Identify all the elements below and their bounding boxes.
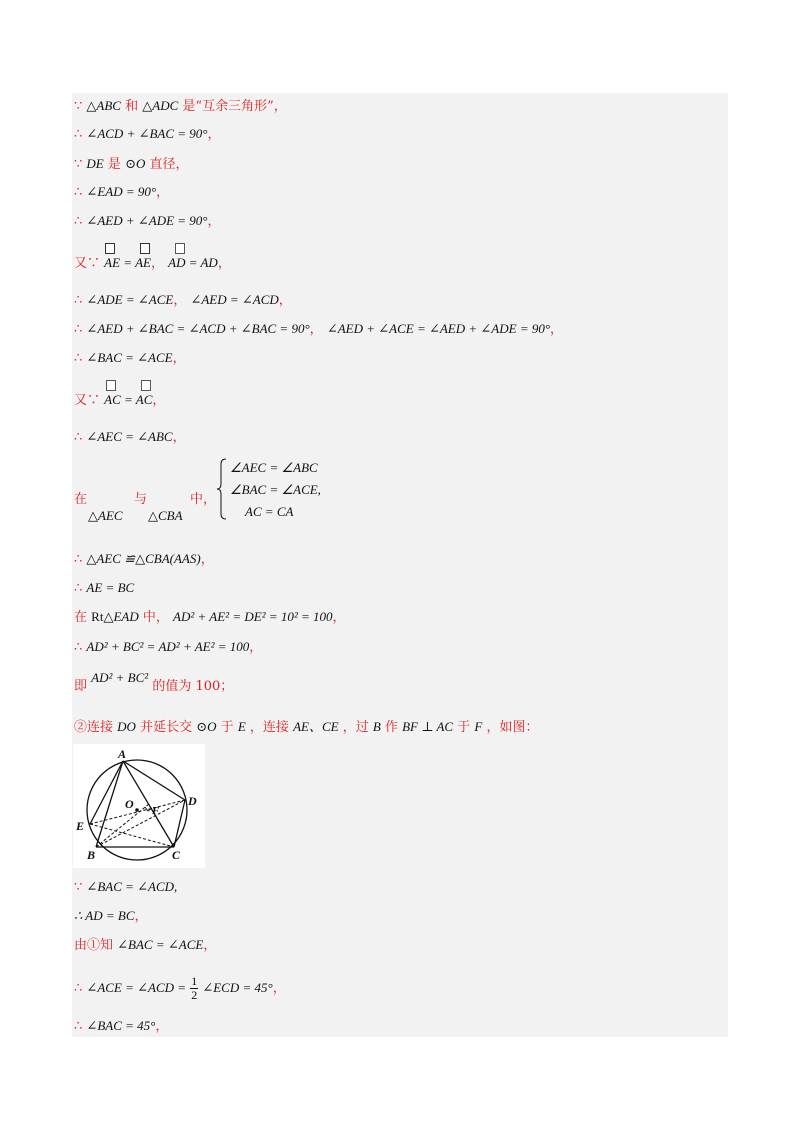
label-d: D <box>188 794 197 808</box>
comma: ， <box>278 293 292 308</box>
circle-o: ⊙O <box>125 156 146 171</box>
comma: ， <box>156 185 170 200</box>
text-at: 于 <box>220 720 234 735</box>
label-c: C <box>172 848 181 862</box>
fraction-numerator: 1 <box>191 974 198 988</box>
equation: ∠BAC = ∠ACE <box>86 350 173 365</box>
comma: ， <box>172 351 186 366</box>
point-e: E <box>237 719 246 734</box>
comma: ， <box>150 256 164 271</box>
system-row-2: ∠BAC = ∠ACE, <box>230 482 321 497</box>
therefore-symbol: ∴ <box>74 214 83 229</box>
triangle-ead: △EAD <box>103 609 139 624</box>
equation: ∠AED = ∠ACD <box>190 292 279 307</box>
line-7 <box>74 291 292 310</box>
pythagoras-equation: AD² + AE² = DE² = 10² = 100 <box>173 609 333 624</box>
text-middle: 中， <box>190 492 217 507</box>
circle-diagram <box>73 744 205 868</box>
text-connect2: ，连接 <box>249 720 289 735</box>
label-b: B <box>87 848 96 862</box>
therefore-symbol: ∴ <box>74 640 83 655</box>
line-12-in <box>74 491 87 509</box>
segment-do: DO <box>117 719 136 734</box>
text-draw: 作 <box>384 720 398 735</box>
text-namely: 即 <box>74 679 88 694</box>
circle-o: ⊙O <box>196 719 217 734</box>
therefore-symbol: ∴ <box>74 127 83 142</box>
line-17 <box>74 670 234 696</box>
segment-ad <box>123 761 185 800</box>
line-9 <box>74 349 186 368</box>
point-b: B <box>372 719 381 734</box>
center-point <box>135 808 139 812</box>
equation: ∠AED + ∠ACE = ∠AED + ∠ADE = 90° <box>326 321 551 336</box>
equation: ∠AEC = ∠ABC <box>86 429 173 444</box>
text-diameter: 直径， <box>149 157 189 172</box>
therefore-symbol: ∴ <box>74 351 83 366</box>
system-row-3: AC = CA <box>245 504 294 519</box>
line-13 <box>74 550 214 569</box>
comma: ， <box>152 393 166 408</box>
label-o: O <box>125 797 134 811</box>
line-12-middle <box>190 491 216 509</box>
equation-left: ∠ACE = ∠ACD = <box>86 980 187 995</box>
arc-equation-ad: AD = AD <box>168 255 218 270</box>
segment-dc <box>174 800 185 847</box>
therefore-symbol: ∴ <box>74 1019 83 1034</box>
label-f: F <box>152 805 160 817</box>
line-2 <box>74 125 221 144</box>
line-19 <box>74 878 177 897</box>
fraction-denominator: 2 <box>191 988 198 1002</box>
line-22 <box>74 975 286 1002</box>
geometry-figure <box>73 744 205 868</box>
text-complementary: 是“互余三角形”， <box>182 99 287 114</box>
arc-equation-ac: AC = AC <box>104 392 153 407</box>
comma: ， <box>332 610 346 625</box>
triangle-abc: △ABC <box>86 98 121 113</box>
line-15 <box>74 608 346 627</box>
text-in: 在 <box>74 492 88 507</box>
therefore-symbol: ∴ <box>74 293 83 308</box>
text-at: 于 <box>457 720 471 735</box>
equation: ∴ AD = BC <box>74 908 135 923</box>
comma: ， <box>134 909 148 924</box>
fraction-one-half <box>190 975 198 1002</box>
triangle-adc: △ADC <box>142 98 179 113</box>
therefore-symbol: ∴ <box>74 185 83 200</box>
line-16 <box>74 638 262 657</box>
again-because: 又∵ <box>74 256 101 271</box>
triangle-aec: △AEC <box>88 508 123 523</box>
text-in: 在 <box>74 610 88 625</box>
arc-ae-mark-icon <box>105 243 115 254</box>
comma: ， <box>207 214 221 229</box>
segment-bd <box>96 800 185 847</box>
comma: ， <box>155 1019 169 1034</box>
line-8 <box>74 320 563 339</box>
perpendicular: BF ⊥ AC <box>402 719 454 734</box>
equation: ∠ADE = ∠ACE <box>86 292 174 307</box>
line-4 <box>74 183 169 202</box>
comma: ， <box>550 322 564 337</box>
equation: ∠EAD = 90° <box>86 184 157 199</box>
comma: ， <box>272 981 286 996</box>
therefore-symbol: ∴ <box>74 981 83 996</box>
therefore-symbol: ∴ <box>74 581 83 596</box>
arc-equation-ae: AE = AE <box>104 255 151 270</box>
line-6 <box>74 254 231 273</box>
arc-ad-mark-icon <box>175 243 185 254</box>
line-11 <box>74 428 186 447</box>
point-f: F <box>474 719 483 734</box>
label-a: A <box>118 747 127 761</box>
segment-bf <box>96 804 149 847</box>
equation: ∠ACD + ∠BAC = 90° <box>86 126 208 141</box>
comma: ， <box>309 322 323 337</box>
triangle-aec-label <box>88 507 123 526</box>
equation: ∠AED + ∠ADE = 90° <box>86 213 208 228</box>
text-as-figure: ，如图： <box>486 720 539 735</box>
therefore-symbol: ∴ <box>74 430 83 445</box>
because-symbol: ∵ <box>74 157 83 172</box>
label-e: E <box>76 819 85 833</box>
triangle-cba-label <box>148 507 183 526</box>
comma: ， <box>249 640 263 655</box>
comma: ， <box>207 127 221 142</box>
equation: AE = BC <box>86 580 135 595</box>
comma: ， <box>217 256 231 271</box>
system-row-1: ∠AEC = ∠ABC <box>230 460 318 475</box>
text-value-is: 的值为 100； <box>152 679 234 694</box>
congruence: △AEC ≌△CBA(AAS) <box>86 551 201 566</box>
equation-right: ∠ECD = 45° <box>202 980 273 995</box>
line-14 <box>74 579 134 598</box>
text-connect: ②连接 <box>74 720 114 735</box>
comma: ， <box>203 938 217 953</box>
line-23 <box>74 1017 168 1036</box>
expression: AD² + BC² <box>91 670 149 685</box>
comma: ， <box>200 552 214 567</box>
segment-de: DE <box>86 156 104 171</box>
line-1 <box>74 97 287 116</box>
text-and: 和 <box>125 99 139 114</box>
therefore-symbol: ∴ <box>74 322 83 337</box>
line-12-with <box>134 491 147 509</box>
line-21 <box>74 936 216 955</box>
text-extend: 并延长交 <box>140 720 193 735</box>
line-10 <box>74 391 165 410</box>
therefore-symbol: ∴ <box>74 552 83 567</box>
line-5 <box>74 212 221 231</box>
equation: ∠BAC = ∠ACE <box>117 937 204 952</box>
text-through: ，过 <box>342 720 369 735</box>
arc-ac-mark-icon <box>141 380 151 391</box>
text-middle: 中， <box>142 610 169 625</box>
because-symbol: ∵ <box>74 99 83 114</box>
text-rt: Rt <box>91 609 104 624</box>
text-with: 与 <box>134 492 148 507</box>
equation: ∠AED + ∠BAC = ∠ACD + ∠BAC = 90° <box>86 321 310 336</box>
equation: ∠BAC = ∠ACD, <box>86 879 178 894</box>
comma: ， <box>173 293 187 308</box>
comma: ， <box>172 430 186 445</box>
again-because: 又∵ <box>74 393 101 408</box>
text-is: 是 <box>107 157 121 172</box>
text-from-1: 由①知 <box>74 938 114 953</box>
arc-ae-mark-icon <box>140 243 150 254</box>
line-18 <box>74 718 539 737</box>
line-3 <box>74 155 189 174</box>
arc-ac-mark-icon <box>106 380 116 391</box>
segments-ae-ce: AE、CE <box>293 719 339 734</box>
equation: AD² + BC² = AD² + AE² = 100 <box>86 639 250 654</box>
left-brace-icon <box>216 458 228 520</box>
because-symbol: ∵ <box>74 880 83 895</box>
line-20 <box>74 907 148 926</box>
triangle-cba: △CBA <box>148 508 183 523</box>
equation: ∠BAC = 45° <box>86 1018 156 1033</box>
